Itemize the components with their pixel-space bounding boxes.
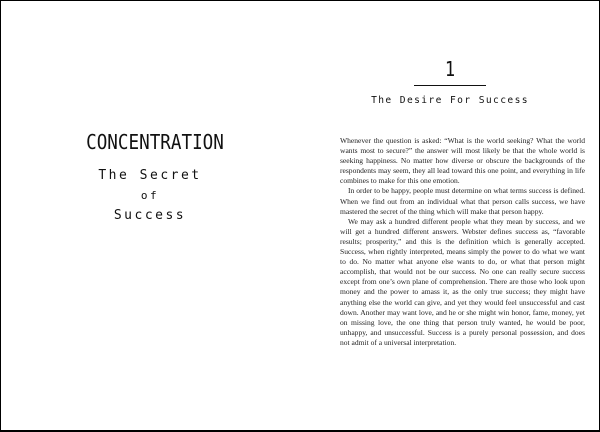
subtitle-line: of — [140, 189, 160, 202]
chapter-number: 1 — [444, 57, 456, 81]
book-subtitle — [60, 166, 240, 226]
chapter-divider — [414, 85, 486, 86]
body-paragraph: We may ask a hundred different people what they mean by success, and we will get a hundred different answers. Webster defines success as, “favorable results; prosperity,” and this is the definition which is generally accepted. Success, when rightly interpreted, means simply the power to do what we want to do. No matter what anyone else wants to do, or what that person might accomplish, that would not be our success. No one can really secure success except from one’s own plane of comprehension. There are those who look upon money and the power to amass it, as the only true success; they might have anything else the world can give, and yet they would feel unsuccessful and cast down. Another may want love, and he or she might win honor, fame, money, yet on missing love, the one thing that person truly wanted, he would be poor, unhappy, and unsuccessful. Success is a purely personal possession, and does not admit of a universal interpretation. — [340, 216, 585, 347]
book-title: CONCENTRATION — [86, 130, 224, 154]
body-paragraph: Whenever the question is asked: “What is the world seeking? What the world wants most to secure?” the answer will most likely be that the whole world is seeking happiness. No matter how diverse or obscure the backgrounds of the respondents may seem, they all lead toward this one point, and everything in life combines to make for this one emotion. — [340, 136, 585, 186]
subtitle-line: Success — [113, 208, 187, 223]
body-paragraph: In order to be happy, people must determine on what terms success is defined. When we find out from an individual what that person calls success, we have mastered the secret of the thing which will make that person happy. — [340, 186, 585, 216]
left-page — [0, 0, 300, 430]
right-page — [300, 0, 600, 430]
chapter-title: The Desire For Success — [371, 95, 529, 106]
subtitle-line: The Secret — [98, 168, 202, 183]
chapter-body — [340, 136, 585, 348]
